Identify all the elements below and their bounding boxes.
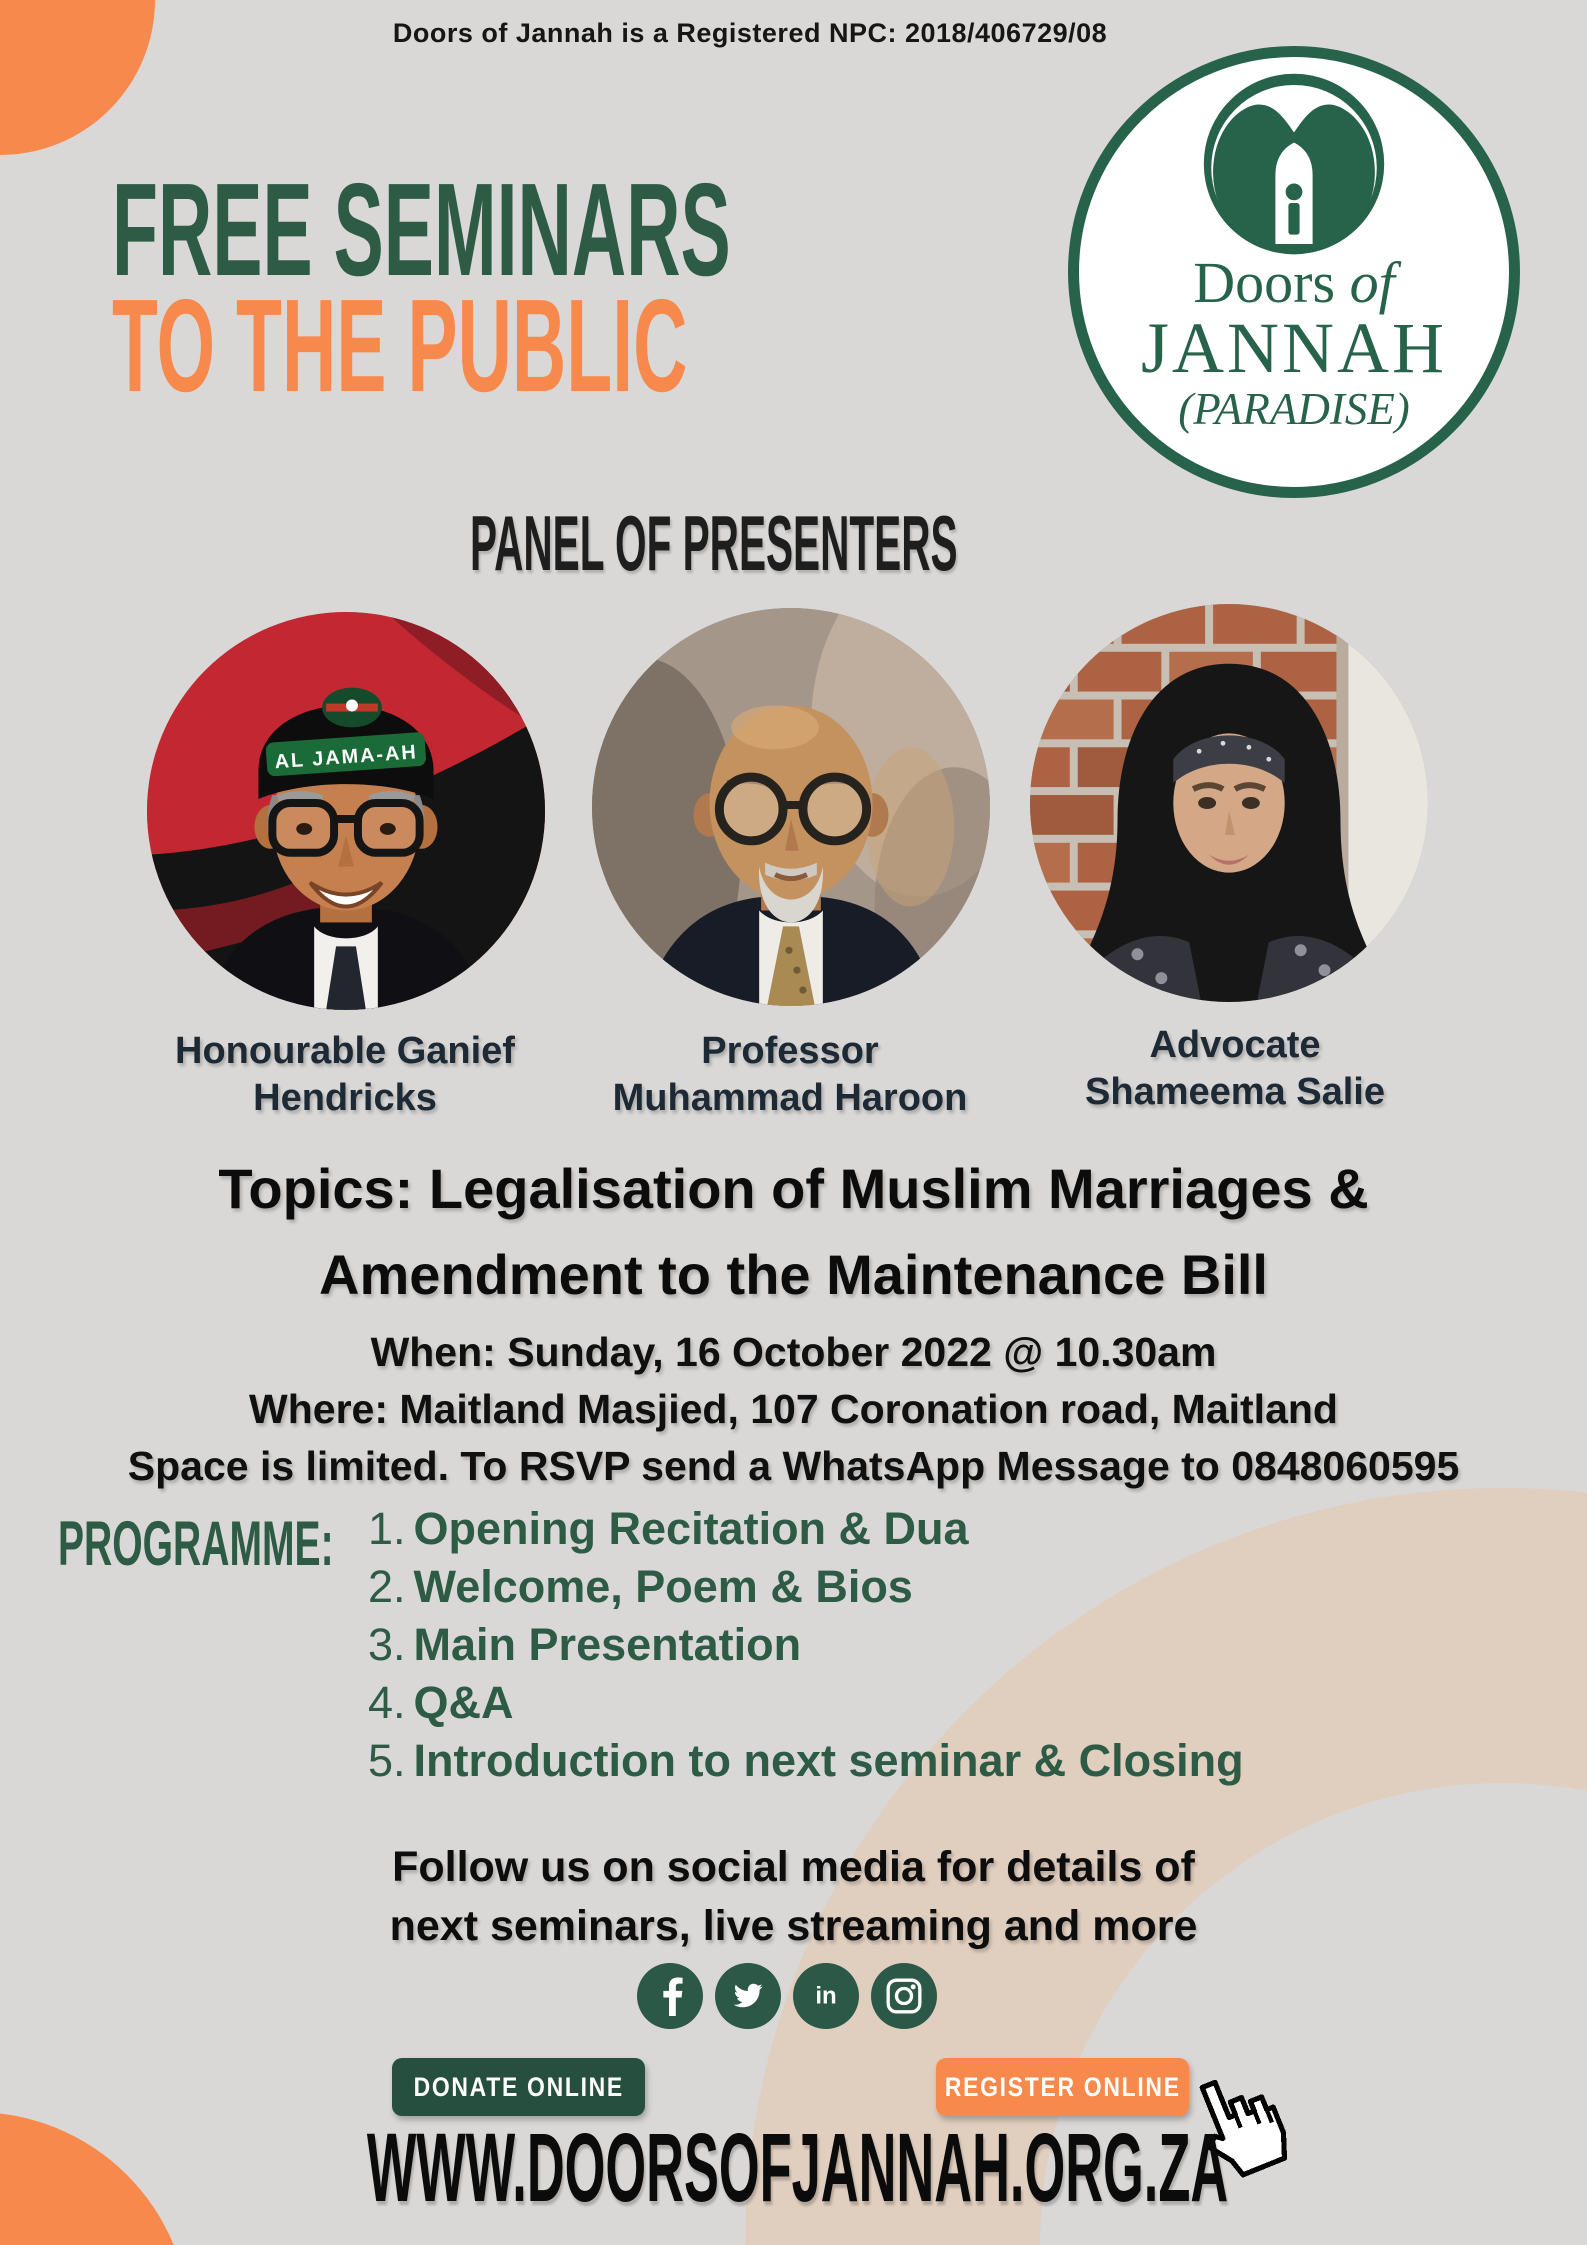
instagram-icon[interactable] — [871, 1963, 937, 2029]
donate-online-button[interactable]: DONATE ONLINE — [392, 2058, 645, 2116]
logo-name-line1: Doors of — [1193, 250, 1395, 315]
programme-item: 4. Q&A — [368, 1677, 514, 1728]
presenter-photo-salie — [1030, 604, 1428, 1002]
svg-text:in: in — [815, 1982, 837, 2010]
programme-label: PROGRAMME: — [58, 1509, 334, 1579]
presenter-photo-haroon — [592, 608, 990, 1006]
logo-name-line2: JANNAH — [1141, 308, 1447, 388]
presenter-name-haroon: Professor Muhammad Haroon — [612, 1030, 968, 1119]
social-follow-text: Follow us on social media for details of next seminars, live streaming and more — [389, 1843, 1198, 1950]
social-icons-row — [637, 1963, 937, 2029]
title-line1: FREE SEMINARS — [112, 156, 731, 303]
event-where: Where: Maitland Masjied, 107 Coronation road, Maitland — [249, 1386, 1338, 1432]
programme-item: 3. Main Presentation — [368, 1619, 802, 1670]
logo-name-line3: (PARADISE) — [1178, 384, 1410, 434]
linkedin-icon[interactable] — [793, 1963, 859, 2029]
register-online-button[interactable]: REGISTER ONLINE — [936, 2058, 1189, 2116]
presenter-name-salie: Advocate Shameema Salie — [1085, 1024, 1385, 1113]
presenter-name-hendricks: Honourable Ganief Hendricks — [175, 1030, 515, 1119]
topics-heading: Topics: Legalisation of Muslim Marriages & Amendment to the Maintenance Bill — [218, 1157, 1369, 1306]
programme-item: 2. Welcome, Poem & Bios — [368, 1561, 913, 1612]
event-rsvp: Space is limited. To RSVP send a WhatsApp Message to 0848060595 — [127, 1443, 1460, 1489]
title-line2: TO THE PUBLIC — [112, 272, 688, 419]
npc-registration-line: Doors of Jannah is a Registered NPC: 2018/406729/08 — [392, 18, 1108, 48]
cap-text: AL JAMA-AH — [273, 741, 419, 774]
facebook-icon[interactable] — [637, 1963, 703, 2029]
programme-item: 1. Opening Recitation & Dua — [368, 1503, 969, 1554]
event-details — [0, 1324, 1587, 1495]
event-when: When: Sunday, 16 October 2022 @ 10.30am — [370, 1329, 1217, 1375]
programme-item: 5. Introduction to next seminar & Closing — [368, 1735, 1244, 1786]
twitter-icon[interactable] — [715, 1963, 781, 2029]
panel-heading: PANEL OF PRESENTERS — [469, 499, 958, 587]
page-title — [112, 156, 1197, 419]
mosque-door-icon — [1201, 71, 1387, 257]
presenter-photo-hendricks — [147, 612, 545, 1010]
programme-list — [368, 1500, 1244, 1790]
website-url: WWW.DOORSOFJANNAH.ORG.ZA — [366, 2113, 1229, 2222]
